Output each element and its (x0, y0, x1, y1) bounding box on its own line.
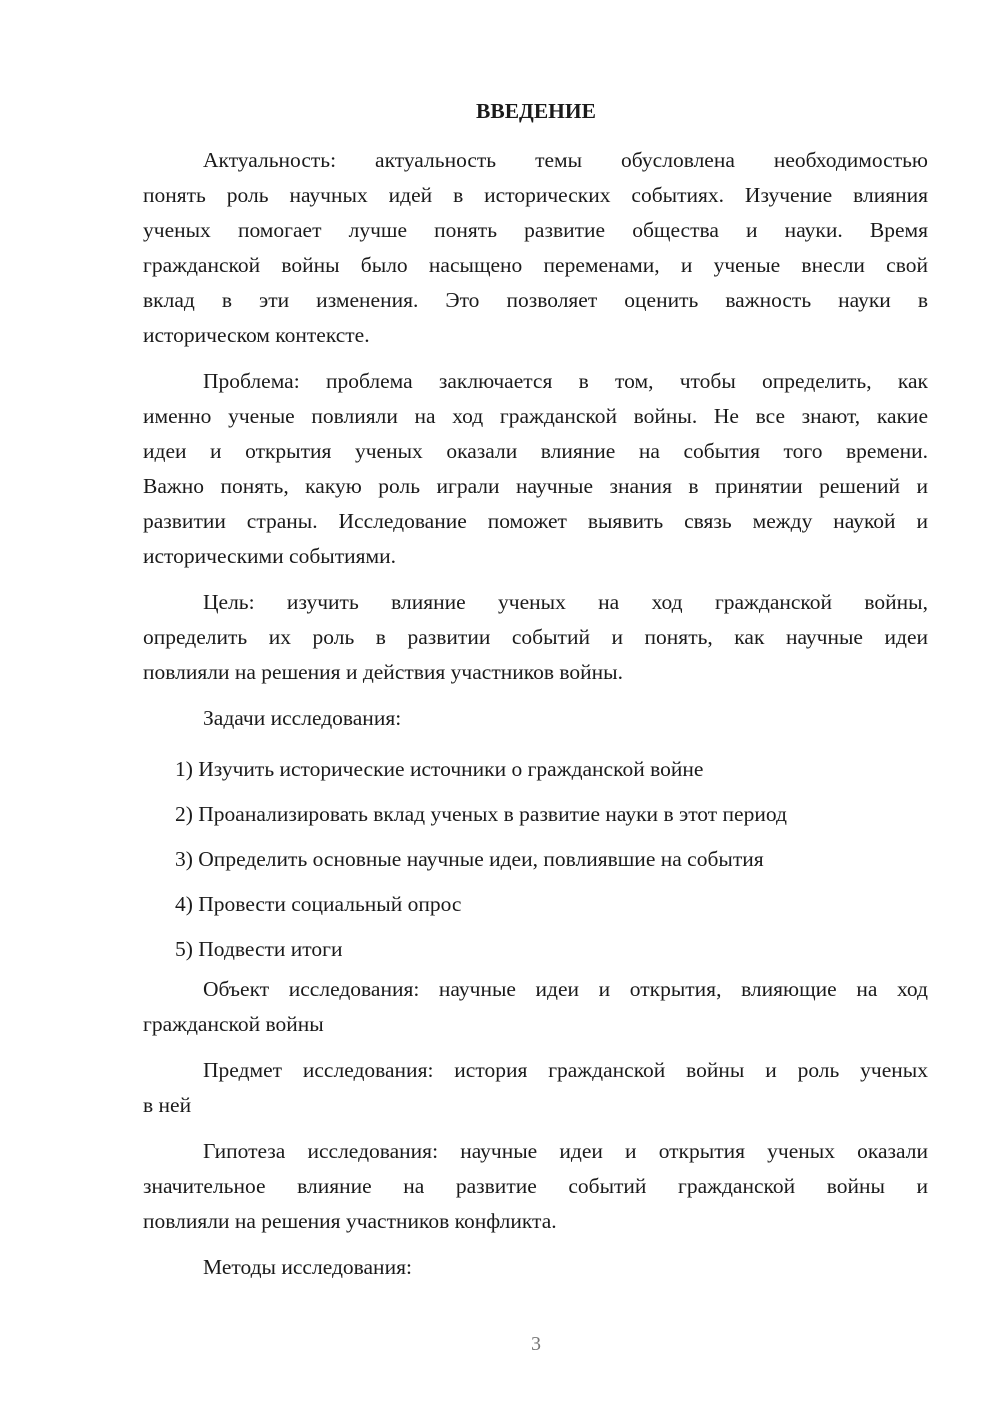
paragraph (143, 364, 928, 574)
page-title: ВВЕДЕНИЕ (476, 99, 596, 123)
task-list (143, 747, 928, 972)
text-line: повлияли на решения участников конфликта. (143, 1209, 557, 1233)
text-line: значительное влияние на развитие событий гражданской войны и (143, 1174, 928, 1198)
list-item: 4) Провести социальный опрос (175, 892, 462, 916)
text-line: гражданской войны (143, 1012, 324, 1036)
text-line: в ней (143, 1093, 192, 1117)
list-item: 2) Проанализировать вклад ученых в развитие науки в этот период (175, 802, 787, 826)
paragraph (143, 1134, 928, 1239)
paragraph (143, 585, 928, 690)
text-line: Гипотеза исследования: научные идеи и открытия ученых оказали (203, 1139, 928, 1163)
text-line: Методы исследования: (203, 1255, 412, 1279)
list-item: 5) Подвести итоги (175, 937, 343, 961)
text-line: Предмет исследования: история гражданской войны и роль ученых (203, 1058, 928, 1082)
text-line: Задачи исследования: (203, 706, 402, 730)
text-line: вклад в эти изменения. Это позволяет оценить важность науки в (143, 288, 928, 312)
list-item: 3) Определить основные научные идеи, повлиявшие на события (175, 847, 764, 871)
text-line: определить их роль в развитии событий и понять, как научные идеи (143, 625, 928, 649)
paragraph (143, 972, 928, 1042)
text-line: историческом контексте. (143, 323, 370, 347)
text-line: развитии страны. Исследование поможет выявить связь между наукой и (143, 509, 928, 533)
paragraph (143, 143, 928, 353)
text-line: Проблема: проблема заключается в том, чтобы определить, как (203, 369, 928, 393)
list-item: 1) Изучить исторические источники о гражданской войне (175, 757, 704, 781)
page-number: 3 (531, 1333, 541, 1355)
document-body (143, 143, 928, 1296)
text-line: гражданской войны было насыщено переменами, и ученые внесли свой (143, 253, 928, 277)
text-line: Важно понять, какую роль играли научные знания в принятии решений и (143, 474, 928, 498)
text-line: Цель: изучить влияние ученых на ход гражданской войны, (203, 590, 928, 614)
text-line: идеи и открытия ученых оказали влияние на события того времени. (143, 439, 928, 463)
text-line: повлияли на решения и действия участников войны. (143, 660, 623, 684)
text-line: Объект исследования: научные идеи и открытия, влияющие на ход (203, 977, 928, 1001)
text-line: ученых помогает лучше понять развитие общества и науки. Время (143, 218, 928, 242)
paragraph (143, 1053, 928, 1123)
paragraph (143, 1250, 928, 1285)
paragraph (143, 701, 928, 736)
text-line: Актуальность: актуальность темы обусловлена необходимостью (203, 148, 928, 172)
text-line: именно ученые повлияли на ход гражданской войны. Не все знают, какие (143, 404, 928, 428)
text-line: понять роль научных идей в исторических событиях. Изучение влияния (143, 183, 928, 207)
text-line: историческими событиями. (143, 544, 396, 568)
